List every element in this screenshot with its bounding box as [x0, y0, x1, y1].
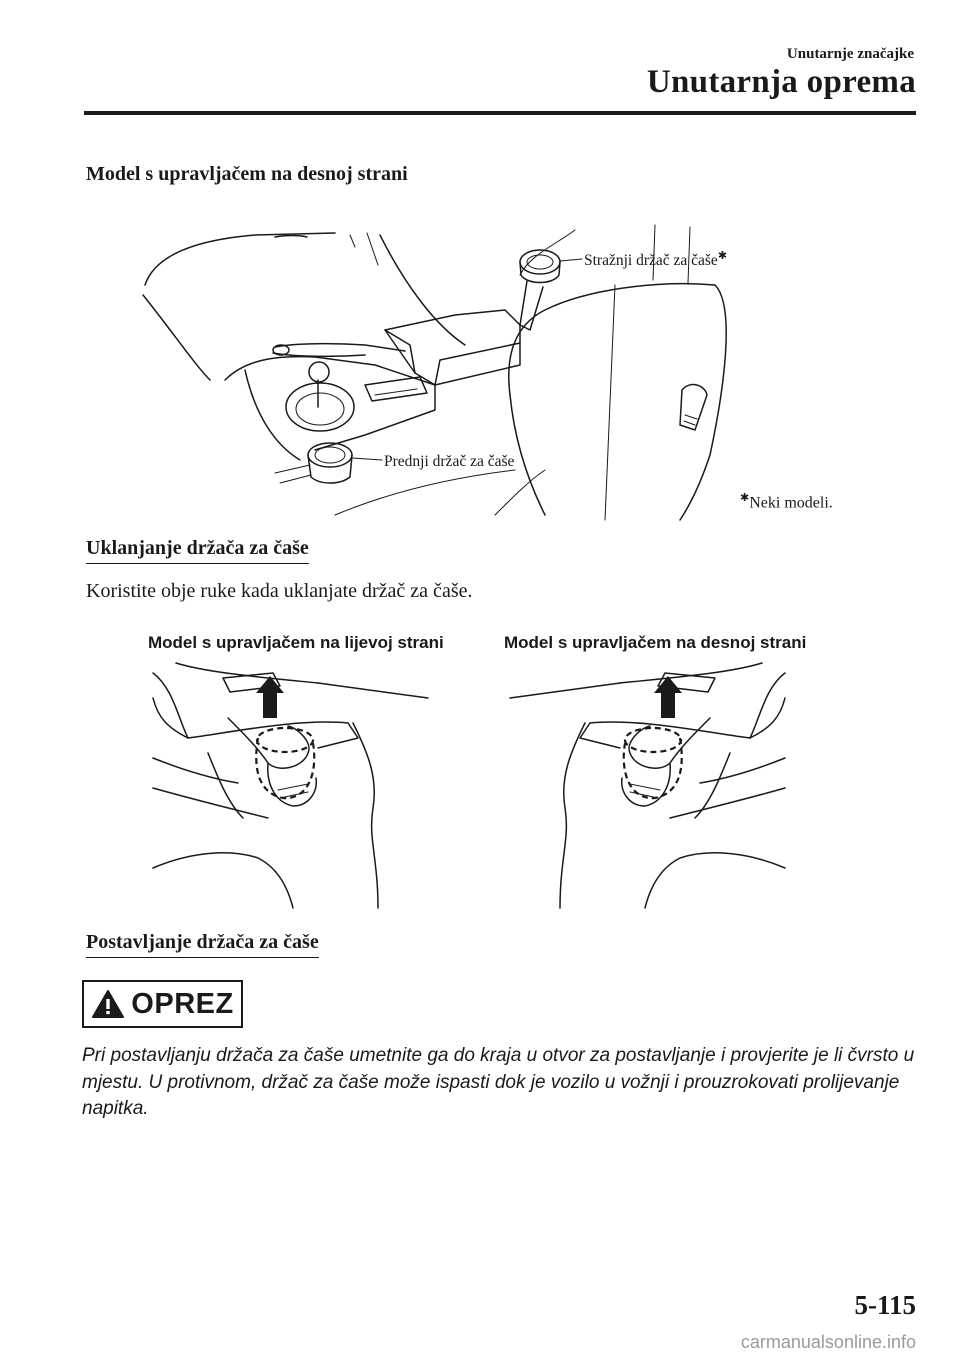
page-number: 5-115 [854, 1290, 916, 1320]
header-rule [84, 111, 916, 115]
seat-outline [509, 284, 726, 520]
caution-box [82, 980, 243, 1028]
handbrake-lever [275, 344, 405, 351]
dashboard-outline [145, 233, 335, 285]
model-heading: Model s upravljačem na desnoj strani [86, 163, 408, 185]
caution-text: Pri postavljanju držača za čaše umetnite ga do kraja u otvor za postavljanje i provjerite je li čvrsto u mjestu. U protivnom, držač za čaše može ispasti dok je vozilo u vožnji i prouzrokovati prolijevanje napitka. [82, 1045, 915, 1120]
seat-edge [560, 723, 585, 908]
rear-cup-holder-label: Stražnji držač za čaše✱ [584, 250, 728, 270]
front-cup-holder-label: Prednji držač za čaše [384, 453, 515, 470]
watermark: carmanualsonline.info [740, 1332, 916, 1352]
lift-arrow-icon [654, 676, 682, 718]
caution-label: OPREZ [131, 987, 234, 1020]
front-label-leader [352, 458, 382, 460]
warning-triangle-icon [91, 989, 125, 1019]
seat-edge [353, 723, 378, 908]
footnote-star: ✱ [717, 250, 728, 262]
lhd-removal-illustration [148, 658, 438, 908]
section-title: Unutarnja oprema [646, 64, 916, 100]
removal-heading: Uklanjanje držača za čaše [86, 537, 309, 564]
rear-label-leader [560, 259, 582, 261]
rhd-label: Model s upravljačem na desnoj strani [504, 633, 807, 652]
rhd-removal-illustration [500, 658, 790, 908]
chapter-title: Unutarnje značajke [786, 46, 914, 62]
removal-text: Koristite obje ruke kada uklanjate držač za čaše. [86, 580, 473, 602]
gear-knob [309, 362, 329, 382]
footnote-star: ✱ [740, 492, 750, 504]
lhd-label: Model s upravljačem na lijevoj strani [148, 633, 444, 652]
figure-footnote: ✱Neki modeli. [740, 492, 833, 512]
seatbelt-buckle [680, 385, 707, 430]
installation-heading: Postavljanje držača za čaše [86, 931, 319, 958]
lift-arrow-icon [256, 676, 284, 718]
